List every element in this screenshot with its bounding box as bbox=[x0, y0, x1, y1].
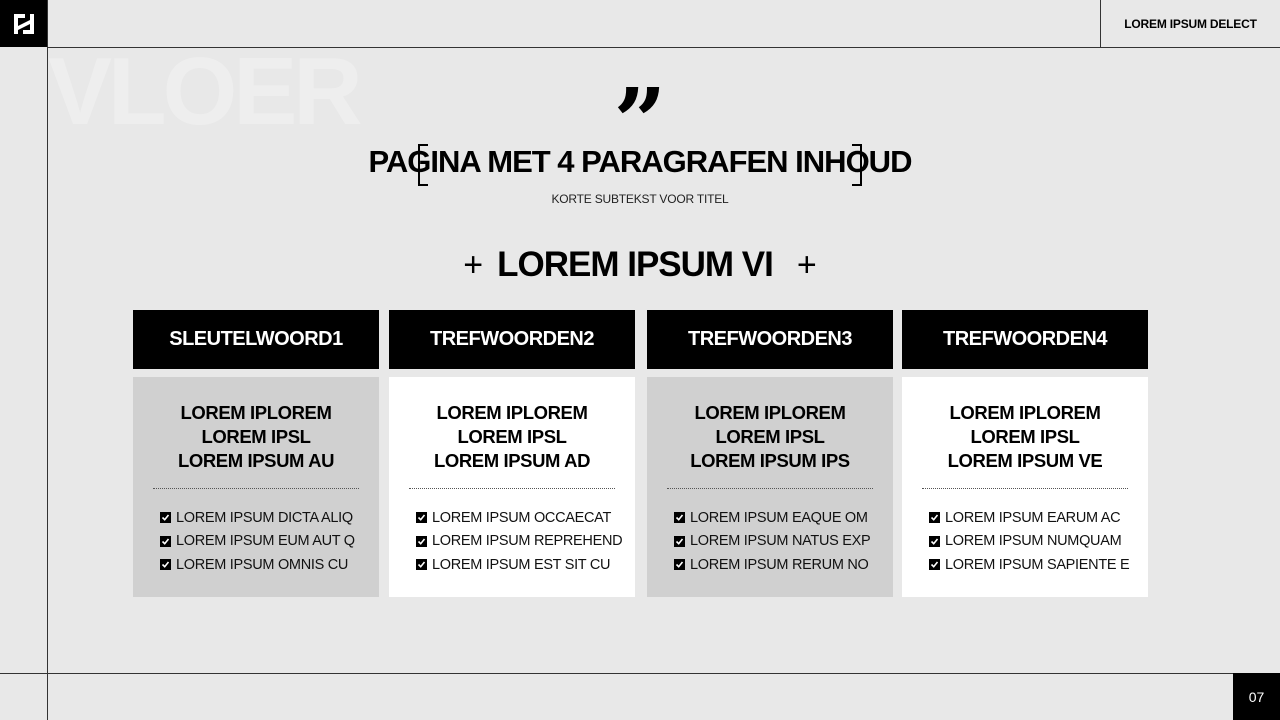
checkbox-checked-icon bbox=[160, 559, 171, 570]
card-body bbox=[902, 377, 1148, 597]
list-item-text: LOREM IPSUM DICTA ALIQ bbox=[176, 509, 353, 526]
list-item bbox=[416, 506, 635, 530]
checkbox-checked-icon bbox=[674, 512, 685, 523]
page-subtitle: KORTE SUBTEKST VOOR TITEL bbox=[551, 192, 729, 206]
list-item bbox=[674, 530, 893, 554]
list-item-text: LOREM IPSUM OMNIS CU bbox=[176, 556, 349, 573]
card-title-line: LOREM IPLOREM bbox=[694, 402, 846, 423]
checkbox-checked-icon bbox=[929, 512, 940, 523]
list-item-text: LOREM IPSUM REPREHEND bbox=[432, 533, 623, 550]
card-title bbox=[647, 401, 893, 473]
quote-icon: ” bbox=[613, 76, 667, 136]
list-item bbox=[674, 506, 893, 530]
card-title-line: LOREM IPSUM AD bbox=[433, 450, 591, 471]
checklist bbox=[929, 506, 1148, 577]
checkbox-checked-icon bbox=[416, 536, 427, 547]
list-item-text: LOREM IPSUM EUM AUT Q bbox=[176, 533, 355, 550]
list-item-text: LOREM IPSUM SAPIENTE E bbox=[945, 556, 1130, 573]
card-title-line: LOREM IPSUM IPS bbox=[690, 450, 850, 471]
section-heading bbox=[0, 240, 1280, 290]
list-item bbox=[929, 506, 1148, 530]
list-item bbox=[160, 530, 379, 554]
checkbox-checked-icon bbox=[160, 536, 171, 547]
list-item-text: LOREM IPSUM EST SIT CU bbox=[432, 556, 611, 573]
list-item-text: LOREM IPSUM RERUM NO bbox=[690, 556, 869, 573]
card-body bbox=[647, 377, 893, 597]
list-item bbox=[674, 553, 893, 577]
checkbox-checked-icon bbox=[674, 536, 685, 547]
plus-icon-left: + bbox=[463, 246, 484, 284]
page-number: 07 bbox=[1233, 673, 1280, 720]
card-title-line: LOREM IPSL bbox=[715, 426, 825, 447]
dotted-divider bbox=[153, 488, 359, 489]
card-title-line: LOREM IPLOREM bbox=[436, 402, 588, 423]
checkbox-checked-icon bbox=[929, 559, 940, 570]
list-item-text: LOREM IPSUM NATUS EXP bbox=[690, 533, 871, 550]
card-heading: TREFWOORDEN3 bbox=[647, 310, 893, 369]
dotted-divider bbox=[667, 488, 873, 489]
checkbox-checked-icon bbox=[929, 536, 940, 547]
card-title-line: LOREM IPSL bbox=[201, 426, 311, 447]
checklist bbox=[160, 506, 379, 577]
card-title-line: LOREM IPSUM VE bbox=[947, 450, 1103, 471]
keyword-card-2 bbox=[389, 310, 635, 573]
keyword-card-1 bbox=[133, 310, 379, 573]
right-bracket-decoration bbox=[852, 144, 862, 186]
card-title bbox=[389, 401, 635, 473]
list-item-text: LOREM IPSUM NUMQUAM bbox=[945, 533, 1122, 550]
list-item-text: LOREM IPSUM EARUM AC bbox=[945, 509, 1121, 526]
checkbox-checked-icon bbox=[674, 559, 685, 570]
logo-icon bbox=[12, 12, 36, 36]
list-item-text: LOREM IPSUM EAQUE OM bbox=[690, 509, 868, 526]
left-bracket-decoration bbox=[418, 144, 428, 186]
checklist bbox=[674, 506, 893, 577]
card-title bbox=[902, 401, 1148, 473]
list-item bbox=[160, 506, 379, 530]
bottom-divider-line bbox=[0, 673, 1280, 674]
card-title-line: LOREM IPLOREM bbox=[180, 402, 332, 423]
card-title-line: LOREM IPLOREM bbox=[949, 402, 1101, 423]
brand-logo bbox=[0, 0, 47, 47]
list-item bbox=[929, 553, 1148, 577]
dotted-divider bbox=[922, 488, 1128, 489]
header-label: LOREM IPSUM DELECT bbox=[1124, 16, 1257, 31]
card-body bbox=[133, 377, 379, 597]
card-title bbox=[133, 401, 379, 473]
background-watermark: VLOER bbox=[48, 38, 359, 145]
list-item-text: LOREM IPSUM OCCAECAT bbox=[432, 509, 612, 526]
card-body bbox=[389, 377, 635, 597]
page-title: PAGINA MET 4 PARAGRAFEN INHOUD bbox=[368, 144, 912, 179]
card-heading: TREFWOORDEN2 bbox=[389, 310, 635, 369]
checkbox-checked-icon bbox=[416, 512, 427, 523]
keyword-card-4 bbox=[902, 310, 1148, 573]
card-title-line: LOREM IPSL bbox=[970, 426, 1080, 447]
card-heading: TREFWOORDEN4 bbox=[902, 310, 1148, 369]
list-item bbox=[160, 553, 379, 577]
checklist bbox=[416, 506, 635, 577]
checkbox-checked-icon bbox=[416, 559, 427, 570]
list-item bbox=[416, 553, 635, 577]
card-title-line: LOREM IPSL bbox=[457, 426, 567, 447]
page-title-wrapper bbox=[369, 144, 912, 180]
keyword-card-3 bbox=[647, 310, 893, 573]
plus-icon-right: + bbox=[796, 246, 817, 284]
card-heading: SLEUTELWOORD1 bbox=[133, 310, 379, 369]
section-title: LOREM IPSUM VI bbox=[497, 245, 773, 284]
list-item bbox=[929, 530, 1148, 554]
checkbox-checked-icon bbox=[160, 512, 171, 523]
card-title-line: LOREM IPSUM AU bbox=[177, 450, 335, 471]
dotted-divider bbox=[409, 488, 615, 489]
list-item bbox=[416, 530, 635, 554]
